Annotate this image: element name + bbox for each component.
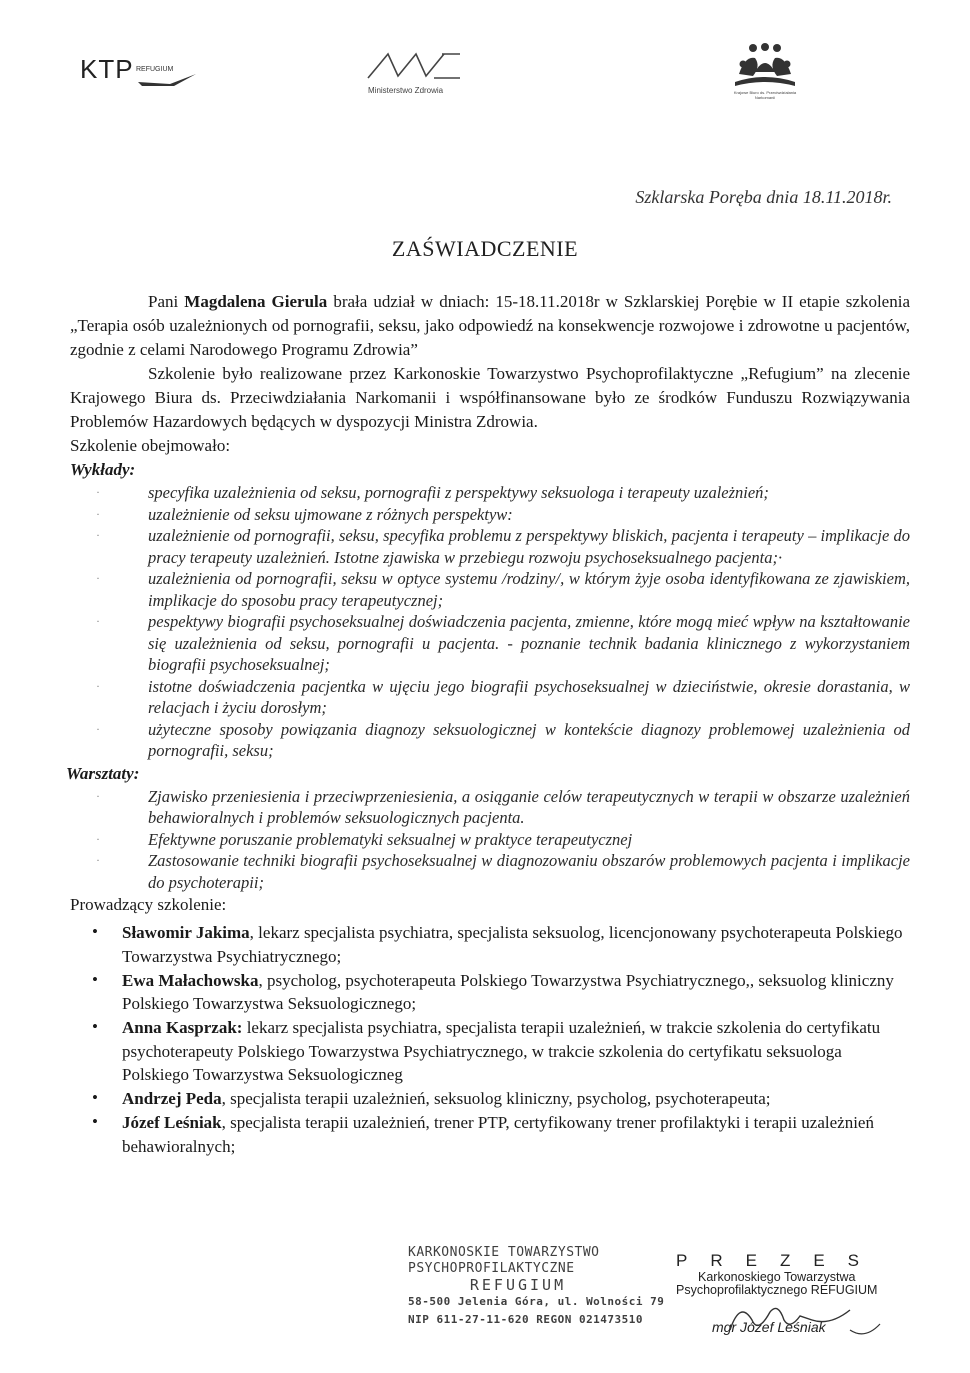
lectures-list (70, 482, 910, 762)
instructor-name: Józef Leśniak (122, 1113, 222, 1132)
list-item: · specyfika uzależnienia od seksu, pornografii z perspektywy seksuologa i terapeuty uzależnień; (96, 483, 769, 502)
kbpn-logo-caption: Krajowe Biuro ds. Przeciwdziałania Narkomanii (733, 90, 797, 100)
instructor-name: Ewa Małachowska (122, 970, 259, 990)
stamp-line-1: KARKONOSKIE TOWARZYSTWO (408, 1245, 600, 1260)
instructor-desc: , specjalista terapii uzależnień, trener PTP, certyfikowany trener profilaktyki i terapii uzależnień behawioralnych; (122, 1113, 874, 1156)
president-title: PREZES (676, 1251, 883, 1270)
instructor-name: Anna Kasprzak: (122, 1018, 243, 1037)
instructor-desc: , psycholog, psychoterapeuta Polskiego Towarzystwa Psychiatrycznego,, seksuolog kliniczny Polskiego Towarzystwa Seksuologicznego; (122, 970, 894, 1013)
instructors-heading: Prowadzący szkolenie: (70, 895, 227, 914)
list-item: • Józef Leśniak, specjalista terapii uzależnień, trener PTP, certyfikowany trener profilaktyki i terapii uzależnień behawioralnych; (92, 1112, 874, 1156)
list-item: · uzależnienie od pornografii, seksu, specyfika problemu z perspektywy bliskich, pacjenta i terapeuty – implikacje do pracy terapeuty uzależnień. Istotne zjawiska w przebiegu rozwoju psychoseksualnego pacjenta;· (96, 526, 910, 567)
document-body (66, 290, 910, 1159)
intro-paragraph-3: Szkolenie obejmowało: (70, 436, 231, 455)
president-name: mgr Józef Leśniak (712, 1319, 826, 1335)
lecture-text: uzależnienia od pornografii, seksu w optyce systemu /rodziny/, w którym żyje osoba identyfikowana ze zjawiskiem, implikacje do sposobu pracy terapeutycznej; (148, 569, 910, 610)
mz-logo-caption: Ministerstwo Zdrowia (368, 86, 444, 95)
instructor-desc: , lekarz specjalista psychiatra, specjalista seksuolog, licencjonowany psychoterapeuta Polskiego Towarzystwa Psychiatrycznego; (122, 923, 903, 966)
workshop-text: Zjawisko przeniesienia i przeciwprzeniesienia, a osiąganie celów terapeutycznych w terapii w obszarze uzależnień behawioralnych i problemów seksuologicznych pacjenta. (148, 786, 910, 827)
list-item: · Zastosowanie techniki biografii psychoseksualnej w diagnozowaniu obszarów problemowych pacjenta i implikacje do psychoterapii; (96, 851, 910, 892)
stamp-line-3: REFUGIUM (469, 1276, 567, 1294)
list-item: · Efektywne poruszanie problematyki seksualnej w praktyce terapeutycznej (96, 829, 633, 849)
lecture-text: specyfika uzależnienia od seksu, pornografii z perspektywy seksuologa i terapeuty uzależnień; (148, 483, 769, 502)
participant-name: Magdalena Gierula (184, 292, 328, 311)
ministerstwo-zdrowia-logo (362, 48, 472, 100)
list-item: · uzależnienie od seksu ujmowane z różnych perspektyw: (96, 504, 513, 524)
lecture-text: uzależnienie od seksu ujmowane z różnych perspektyw: (148, 504, 513, 524)
document-title: ZAŚWIADCZENIE (391, 236, 579, 261)
ktp-refugium-logo (80, 52, 210, 92)
workshop-text: Zastosowanie techniki biografii psychoseksualnej w diagnozowaniu obszarów problemowych pacjenta i implikacje do psychoterapii; (148, 851, 910, 892)
instructor-desc: lekarz specjalista psychiatra, specjalista terapii uzależnień, w trakcie szkolenia do certyfikatu psychoterapeuty Polskiego Towarzystwa Psychiatrycznego, w trakcie szkolenia do certyfikatu seksuologa Polskiego Towarzystwa Seksuologiczneg (122, 1018, 881, 1084)
stamp-line-5: NIP 611-27-11-620 REGON 021473510 (408, 1313, 644, 1326)
intro-paragraph-2: Szkolenie było realizowane przez Karkonoskie Towarzystwo Psychoprofilaktyczne „Refugium” na zlecenie Krajowego Biura ds. Przeciwdziałania Narkomanii i współfinansowane było ze środków Funduszu Rozwiązywania Problemów Hazardowych będących w dyspozycji Ministra Zdrowia. (70, 364, 910, 431)
organization-stamp (408, 1245, 665, 1329)
list-item: • Ewa Małachowska, psycholog, psychoterapeuta Polskiego Towarzystwa Psychiatrycznego,, seksuolog kliniczny Polskiego Towarzystwa Seksuologicznego; (92, 969, 894, 1013)
lecture-text: pespektywy biografii psychoseksualnej doświadczenia pacjenta, zmienne, które mogą mieć wpływ na kształtowanie się uzależnienia od seksu, pornografii u pacjenta. - poznanie technik badania klinicznego z wykorzystaniem biografii psychoseksualnej; (148, 612, 910, 674)
list-item: • Sławomir Jakima, lekarz specjalista psychiatra, specjalista seksuolog, licencjonowany psychoterapeuta Polskiego Towarzystwa Psychiatrycznego; (92, 922, 903, 966)
mz-mark-icon (362, 48, 462, 84)
list-item: · Zjawisko przeniesienia i przeciwprzeniesienia, a osiąganie celów terapeutycznych w terapii w obszarze uzależnień behawioralnych i problemów seksuologicznych pacjenta. (96, 786, 910, 827)
list-item: · istotne doświadczenia pacjentka w ujęciu jego biografii psychoseksualnej w dzieciństwie, okresie dorastania, w relacjach i życiu dorosłym; (96, 676, 910, 717)
workshops-list (70, 786, 910, 894)
intro-prefix: Pani (148, 292, 185, 311)
instructor-desc: , specjalista terapii uzależnień, seksuolog kliniczny, psycholog, psychoterapeuta; (221, 1089, 771, 1108)
lecture-text: istotne doświadczenia pacjentka w ujęciu jego biografii psychoseksualnej w dzieciństwie, okresie dorastania, w relacjach i życiu dorosłym; (148, 676, 910, 717)
handwritten-signature-icon (700, 1290, 890, 1350)
people-group-icon (725, 42, 805, 90)
workshops-heading: Warsztaty: (66, 763, 140, 783)
list-item: · uzależnienia od pornografii, seksu w optyce systemu /rodziny/, w którym żyje osoba identyfikowana ze zjawiskiem, implikacje do sposobu pracy terapeutycznej; (96, 569, 910, 610)
kbpn-logo (725, 42, 805, 104)
stamp-line-2: PSYCHOPROFILAKTYCZNE (408, 1261, 575, 1276)
intro-rest: brała udział w dniach: 15-18.11.2018r w Szklarskiej Porębie w II etapie szkolenia „Terapia osób uzależnionych od pornografii, seksu, jako odpowiedź na konsekwencje rozwojowe i zdrowotne u pacjentów, zgodnie z celami Narodowego Programu Zdrowia” (70, 292, 910, 359)
instructor-name: Sławomir Jakima (122, 923, 250, 942)
lectures-heading: Wykłady: (70, 460, 136, 479)
lecture-text: uzależnienie od pornografii, seksu, specyfika problemu z perspektywy bliskich, pacjenta i terapeuty – implikacje do pracy terapeuty uzależnień. Istotne zjawiska w przebiegu rozwoju psychoseksualnego pacjenta;· (148, 526, 910, 567)
president-line-2: Psychoprofilaktycznego REFUGIUM (676, 1283, 878, 1297)
ktp-logo-text: KTP (80, 54, 134, 84)
president-line-1: Karkonoskiego Towarzystwa (698, 1270, 856, 1284)
instructors-list (70, 921, 910, 1158)
list-item: · pespektywy biografii psychoseksualnej doświadczenia pacjenta, zmienne, które mogą mieć wpływ na kształtowanie się uzależnienia od seksu, pornografii u pacjenta. - poznanie technik badania klinicznego z wykorzystaniem biografii psychoseksualnej; (96, 612, 910, 674)
intro-paragraph-1 (70, 290, 910, 362)
document-date: Szklarska Poręba dnia 18.11.2018r. (635, 187, 892, 207)
list-item: • Anna Kasprzak: lekarz specjalista psychiatra, specjalista terapii uzależnień, w trakcie szkolenia do certyfikatu psychoterapeuty Polskiego Towarzystwa Psychiatrycznego, w trakcie szkolenia do certyfikatu seksuologa Polskiego Towarzystwa Seksuologiczneg (92, 1017, 881, 1084)
list-item: · użyteczne sposoby powiązania diagnozy seksuologicznej w kontekście diagnozy problemowej uzależnienia od pornografii, seksu; (96, 719, 910, 760)
ktp-swoosh-icon (136, 72, 198, 88)
ktp-logo-subtext: REFUGIUM (136, 66, 174, 73)
list-item: • Andrzej Peda, specjalista terapii uzależnień, seksuolog kliniczny, psycholog, psychoterapeuta; (92, 1088, 771, 1108)
instructor-name: Andrzej Peda (122, 1089, 222, 1108)
workshop-text: Efektywne poruszanie problematyki seksualnej w praktyce terapeutycznej (148, 829, 633, 849)
lecture-text: użyteczne sposoby powiązania diagnozy seksuologicznej w kontekście diagnozy problemowej uzależnienia od pornografii, seksu; (148, 719, 910, 760)
stamp-line-4: 58-500 Jelenia Góra, ul. Wolności 79 (408, 1295, 665, 1308)
